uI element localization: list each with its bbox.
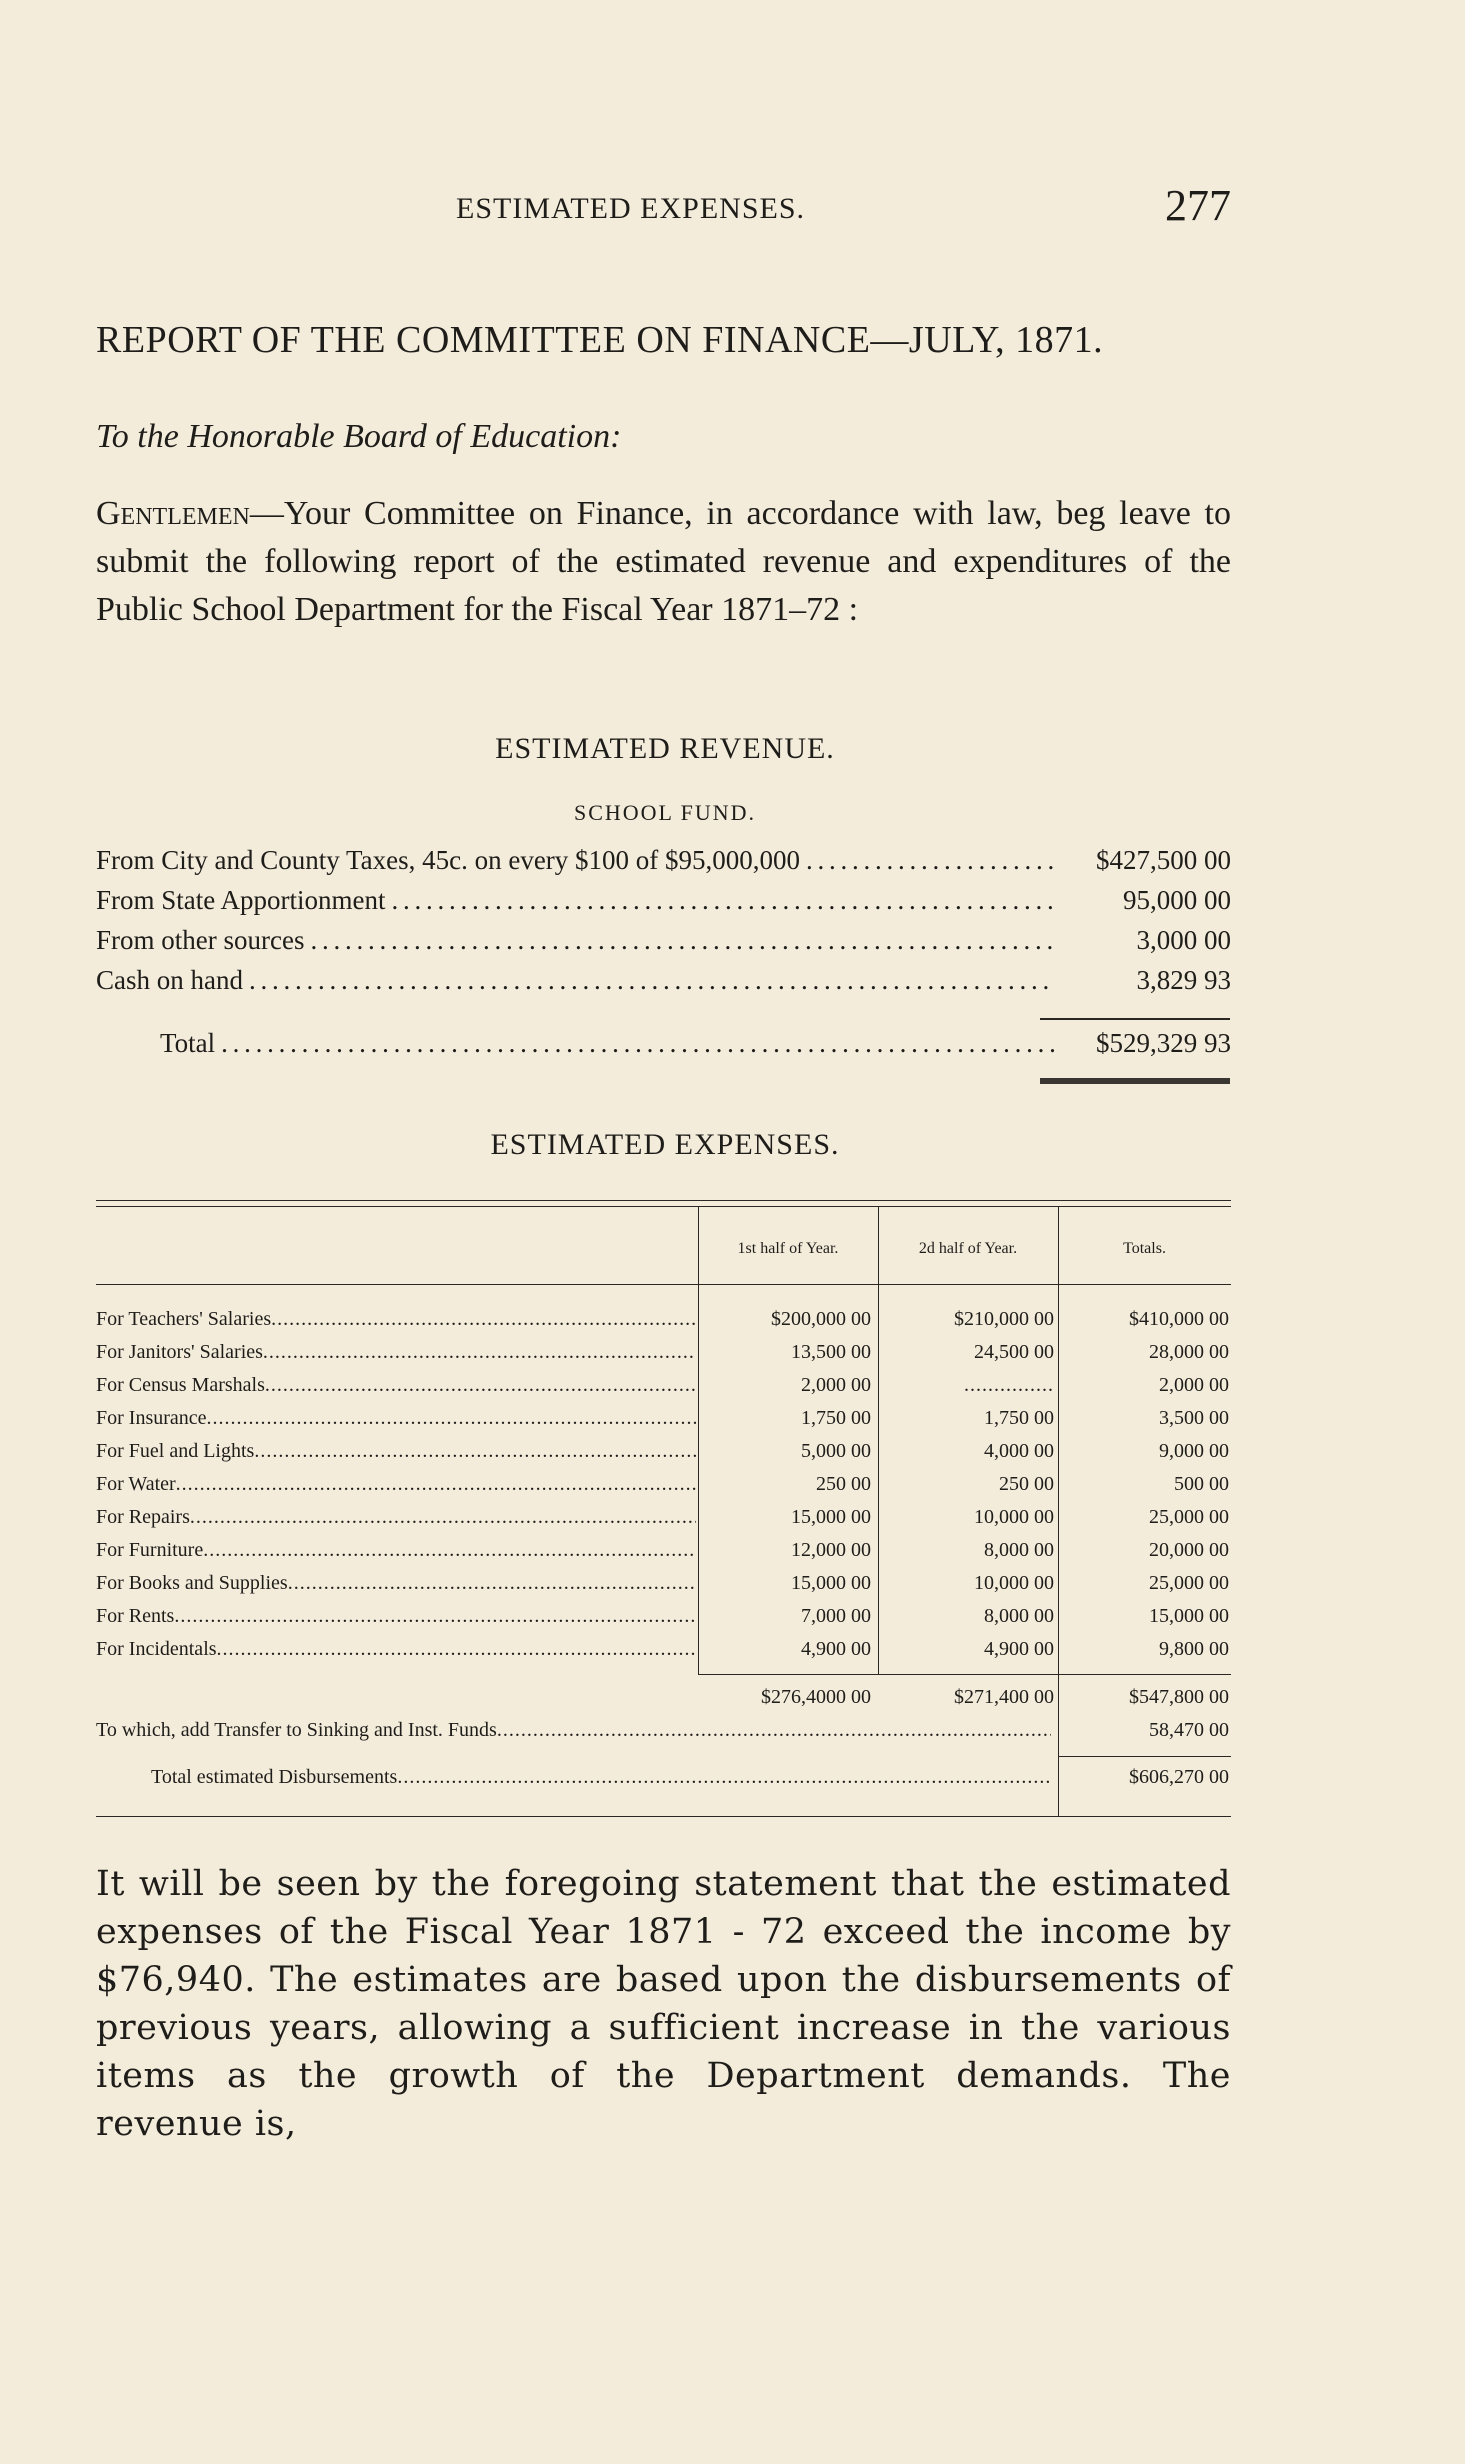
row-label: For Repairs [96,1506,190,1528]
cell-second-half: 8,000 00 [984,1539,1054,1561]
leader-dots [397,1766,1051,1789]
row-label: For Teachers' Salaries [96,1308,272,1330]
intro-lead: Gentlemen [96,495,250,532]
revenue-label: From City and County Taxes, 45c. on every $100 of $95,000,000 [96,845,801,875]
leader-dots [271,1308,696,1331]
revenue-total-line [160,1028,1231,1064]
intro-text: —Your Committee on Finance, in accordance with law, beg leave to submit the following report of the estimated revenue and expenditures of the Public School Department for the Fiscal Year 1871–72 : [96,495,1231,628]
revenue-line [96,885,1231,921]
grand-total-amount: $606,270 00 [1129,1766,1229,1788]
leader-dots [497,1719,1051,1742]
cell-second-half: 1,750 00 [984,1407,1054,1429]
row-label: For Furniture [96,1539,204,1561]
cell-first-half: 13,500 00 [791,1341,871,1363]
revenue-amount: 3,829 93 [1136,965,1231,995]
table-row [96,1506,1231,1539]
revenue-label: From other sources [96,925,305,955]
table-row [96,1473,1231,1506]
transfer-row [96,1719,1231,1752]
subtotal-row [96,1686,1231,1719]
leader-dots [806,845,1055,876]
table-row [96,1407,1231,1440]
total-rule [1040,1018,1230,1020]
leader-dots [174,1605,696,1628]
cell-first-half: 1,750 00 [801,1407,871,1429]
leader-dots [310,925,1055,956]
cell-total: 25,000 00 [1149,1572,1229,1594]
report-title: REPORT OF THE COMMITTEE ON FINANCE—JULY, 1871. [96,319,1104,361]
revenue-title: ESTIMATED REVENUE. [495,732,835,765]
leader-dots [265,1374,696,1397]
leader-dots [207,1407,696,1430]
revenue-line [96,925,1231,961]
revenue-amount: $427,500 00 [1096,845,1231,875]
leader-dots [288,1572,696,1595]
table-row [96,1638,1231,1671]
column-header: 1st half of Year. [737,1240,839,1257]
row-label: For Water [96,1473,176,1495]
running-title: ESTIMATED EXPENSES. [456,192,806,225]
cell-total: 500 00 [1174,1473,1229,1495]
row-label: For Janitors' Salaries [96,1341,263,1363]
revenue-label: From State Apportionment [96,885,386,915]
cell-second-half: 8,000 00 [984,1605,1054,1627]
running-head [96,180,1231,240]
cell-second-half: 24,500 00 [974,1341,1054,1363]
cell-first-half: 7,000 00 [801,1605,871,1627]
cell-total: 2,000 00 [1159,1374,1229,1396]
revenue-total-label: Total [160,1028,216,1058]
revenue-label: Cash on hand [96,965,243,995]
cell-total: 15,000 00 [1149,1605,1229,1627]
leader-dots [249,965,1055,996]
cell-total: 9,800 00 [1159,1638,1229,1660]
table-row [96,1572,1231,1605]
cell-total: $410,000 00 [1129,1308,1229,1330]
cell-second-half: 4,000 00 [984,1440,1054,1462]
leader-dots [254,1440,696,1463]
table-rule [96,1200,1231,1201]
double-rule [1040,1078,1230,1084]
leader-dots [203,1539,696,1562]
cell-total: 25,000 00 [1149,1506,1229,1528]
table-rule [96,1206,1231,1207]
row-label: For Fuel and Lights [96,1440,255,1462]
transfer-amount: 58,470 00 [1149,1719,1229,1741]
cell-second-half: ............... [964,1374,1054,1396]
grand-total-row [96,1766,1231,1799]
grand-total-label: Total estimated Disbursements [151,1766,398,1788]
cell-total: 20,000 00 [1149,1539,1229,1561]
row-label: For Insurance [96,1407,207,1429]
subtotal-total: $547,800 00 [1129,1686,1229,1708]
intro-paragraph [96,490,1231,634]
closing-paragraph: It will be seen by the foregoing statement that the estimated expenses of the Fiscal Year 1871 - 72 exceed the income by $76,940. The estimates are based upon the disbursements of previous years, allowing a sufficient increase in the various items as the growth of the Department demands. The revenue is, [96,1864,1231,2144]
leader-dots [176,1473,696,1496]
leader-dots [263,1341,696,1364]
column-header: 2d half of Year. [918,1240,1018,1257]
table-row [96,1605,1231,1638]
leader-dots [190,1506,696,1529]
cell-total: 3,500 00 [1159,1407,1229,1429]
cell-total: 28,000 00 [1149,1341,1229,1363]
grand-total-rule [1058,1756,1231,1757]
row-label: For Books and Supplies [96,1572,288,1594]
cell-second-half: 250 00 [999,1473,1054,1495]
table-row [96,1440,1231,1473]
cell-second-half: 4,900 00 [984,1638,1054,1660]
expenses-title: ESTIMATED EXPENSES. [490,1128,840,1161]
leader-dots [221,1028,1055,1059]
table-row [96,1539,1231,1572]
table-rule [96,1816,1231,1817]
page-number: 277 [1165,181,1231,230]
table-row [96,1341,1231,1374]
revenue-subtitle: SCHOOL FUND. [573,800,757,825]
cell-second-half: 10,000 00 [974,1506,1054,1528]
subtotal-first-half: $276,4000 00 [761,1686,871,1708]
subtotal-second-half: $271,400 00 [954,1686,1054,1708]
revenue-amount: 3,000 00 [1136,925,1231,955]
cell-first-half: 15,000 00 [791,1572,871,1594]
table-row [96,1308,1231,1341]
cell-first-half: 5,000 00 [801,1440,871,1462]
cell-second-half: 10,000 00 [974,1572,1054,1594]
cell-first-half: 4,900 00 [801,1638,871,1660]
cell-second-half: $210,000 00 [954,1308,1054,1330]
leader-dots [392,885,1056,916]
table-rule [96,1284,1231,1285]
cell-first-half: 250 00 [816,1473,871,1495]
cell-first-half: 12,000 00 [791,1539,871,1561]
revenue-line [96,965,1231,1001]
cell-total: 9,000 00 [1159,1440,1229,1462]
leader-dots [217,1638,696,1661]
table-row [96,1374,1231,1407]
row-label: For Rents [96,1605,175,1627]
revenue-amount: 95,000 00 [1123,885,1231,915]
column-header: Totals. [1123,1240,1166,1257]
transfer-label: To which, add Transfer to Sinking and Inst. Funds [96,1719,497,1741]
revenue-line [96,845,1231,881]
row-label: For Incidentals [96,1638,217,1660]
revenue-total-amount: $529,329 93 [1096,1028,1231,1058]
cell-first-half: 15,000 00 [791,1506,871,1528]
row-label: For Census Marshals [96,1374,265,1396]
cell-first-half: 2,000 00 [801,1374,871,1396]
subtotal-rule [698,1674,1231,1675]
cell-first-half: $200,000 00 [771,1308,871,1330]
salutation: To the Honorable Board of Education: [96,418,622,455]
expenses-table [96,1200,1231,1822]
